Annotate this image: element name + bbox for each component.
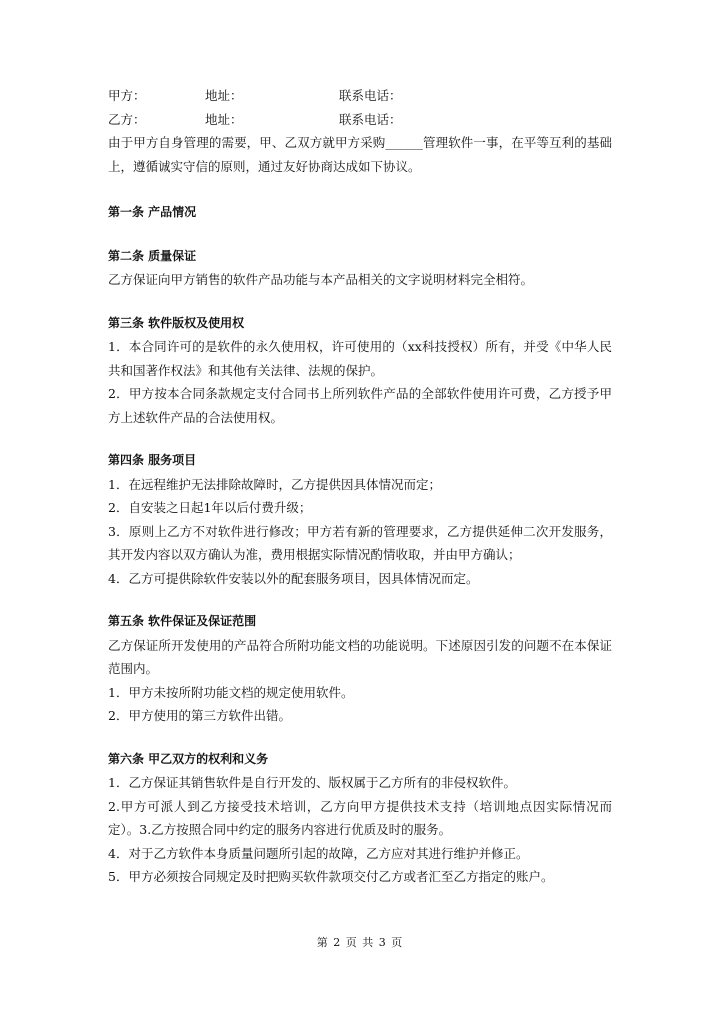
intro-paragraph: 由于甲方自身管理的需要，甲、乙双方就甲方采购______管理软件一事，在平等互利的基础上，遵循诚实守信的原则，通过友好协商达成如下协议。: [108, 135, 612, 174]
party-a-line: [108, 84, 612, 108]
section-4-title: 第四条 服务项目: [108, 453, 197, 467]
section-5-item: 2．甲方使用的第三方软件出错。: [108, 708, 291, 723]
section-6-title: 第六条 甲乙双方的权利和义务: [108, 751, 269, 766]
section-6-item: 2.甲方可派人到乙方接受技术培训，乙方向甲方提供技术支持（培训地点因实际情况而定）。3.乙方按照合同中约定的服务内容进行优质及时的服务。: [108, 798, 612, 837]
section-6-item: 5．甲方必须按合同规定及时把购买软件款项交付乙方或者汇至乙方指定的账户。: [108, 869, 554, 884]
section-2-item: 乙方保证向甲方销售的软件产品功能与本产品相关的文字说明材料完全相符。: [108, 272, 534, 287]
section-4-item: 2．自安装之日起1年以后付费升级；: [108, 500, 312, 515]
spacer: [108, 178, 612, 201]
page-number: 第 2 页 共 3 页: [316, 936, 404, 949]
section-3-title: 第三条 软件版权及使用权: [108, 315, 245, 330]
party-b-address: 地址：: [205, 111, 243, 127]
party-b-label: 乙方：: [108, 111, 146, 127]
section-4-item: 3．原则上乙方不对软件进行修改；甲方若有新的管理要求，乙方提供延伸二次开发服务，其开发内容以双方确认为准，费用根据实际情况酌情收取，并由甲方确认；: [108, 523, 612, 562]
section-4-item: 1．在远程维护无法排除故障时，乙方提供因具体情况而定；: [108, 476, 441, 492]
section-1-title: 第一条 产品情况: [108, 205, 197, 219]
section-5-item: 乙方保证所开发使用的产品符合所附功能文档的功能说明。下述原因引发的问题不在本保证范围内。: [108, 637, 612, 676]
spacer: [108, 590, 612, 610]
section-3-item: 1．本合同许可的是软件的永久使用权，许可使用的（xx科技授权）所有，并受《中华人民共和国著作权法》和其他有关法律、法规的保护。: [108, 339, 612, 378]
party-a-phone: 联系电话：: [339, 88, 402, 103]
spacer: [108, 429, 612, 449]
party-a-label: 甲方：: [108, 88, 146, 103]
section-3-item: 2．甲方按本合同条款规定支付合同书上所列软件产品的全部软件使用许可费，乙方授予甲方上述软件产品的合法使用权。: [108, 386, 612, 425]
section-2-title: 第二条 质量保证: [108, 248, 197, 263]
spacer: [108, 225, 612, 245]
party-a-address: 地址：: [205, 88, 243, 103]
section-5-item: 1．甲方未按所附功能文档的规定使用软件。: [108, 684, 354, 700]
party-b-line: [108, 108, 612, 132]
spacer: [108, 292, 612, 312]
spacer: [108, 728, 612, 748]
document-body: [108, 84, 612, 889]
section-6-item: 1．乙方保证其销售软件是自行开发的、版权属于乙方所有的非侵权软件。: [108, 775, 516, 790]
section-4-item: 4．乙方可提供除软件安装以外的配套服务项目，因具体情况而定。: [108, 570, 479, 586]
section-6-item: 4．对于乙方软件本身质量问题所引起的故障，乙方应对其进行维护并修正。: [108, 845, 529, 861]
party-b-phone: 联系电话：: [339, 111, 402, 127]
section-5-title: 第五条 软件保证及保证范围: [108, 614, 257, 628]
